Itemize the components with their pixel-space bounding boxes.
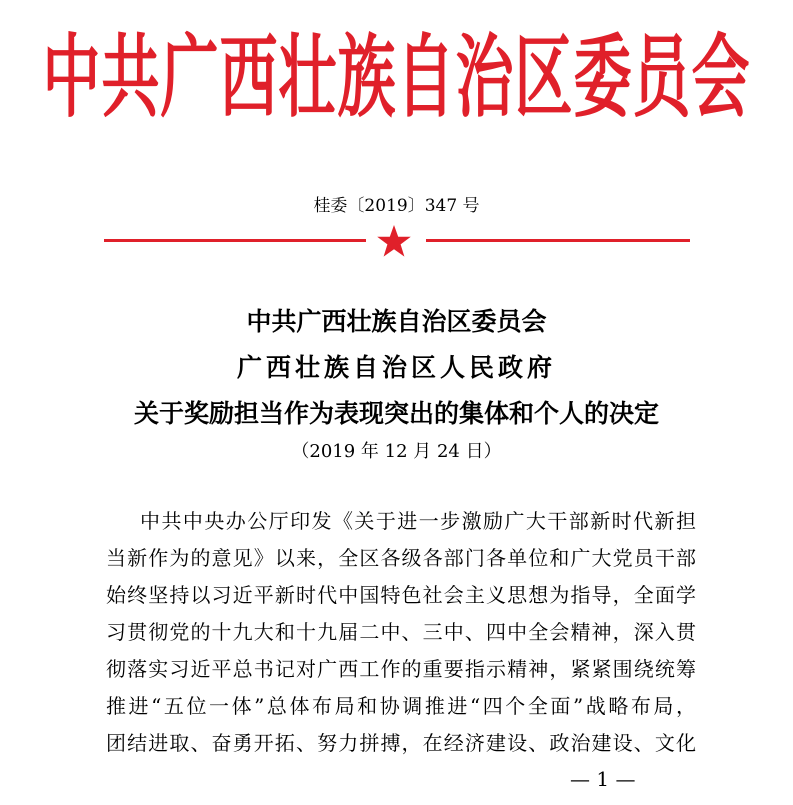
title-line-2: 广西壮族自治区人民政府	[236, 353, 556, 382]
decision-date: （2019 年 12 月 24 日）	[291, 441, 502, 462]
issuer-header: 中共广西壮族自治区委员会	[42, 24, 751, 130]
body-line: 彻落实习近平总书记对广西工作的重要指示精神，紧紧围绕统筹	[106, 657, 696, 681]
body-line: 习贯彻党的十九大和十九届二中、三中、四中全会精神，深入贯	[106, 620, 696, 644]
title-line-3: 关于奖励担当作为表现突出的集体和个人的决定	[133, 399, 659, 428]
title-line-1: 中共广西壮族自治区委员会	[246, 307, 547, 336]
body-text	[106, 503, 696, 762]
red-rule-left	[104, 239, 366, 242]
body-line: 始终坚持以习近平新时代中国特色社会主义思想为指导，全面学	[106, 583, 696, 607]
red-rule-right	[426, 239, 690, 242]
document-number: 桂委〔2019〕347 号	[313, 196, 480, 216]
body-line: 推进“五位一体”总体布局和协调推进“四个全面”战略布局，	[106, 694, 696, 718]
body-line: 中共中央办公厅印发《关于进一步激励广大干部新时代新担	[140, 509, 696, 533]
red-star-icon	[376, 224, 412, 258]
body-line: 团结进取、奋勇开拓、努力拼搏，在经济建设、政治建设、文化	[106, 731, 696, 755]
body-line: 当新作为的意见》以来，全区各级各部门各单位和广大党员干部	[106, 546, 696, 570]
page-number: — 1 —	[570, 767, 636, 791]
